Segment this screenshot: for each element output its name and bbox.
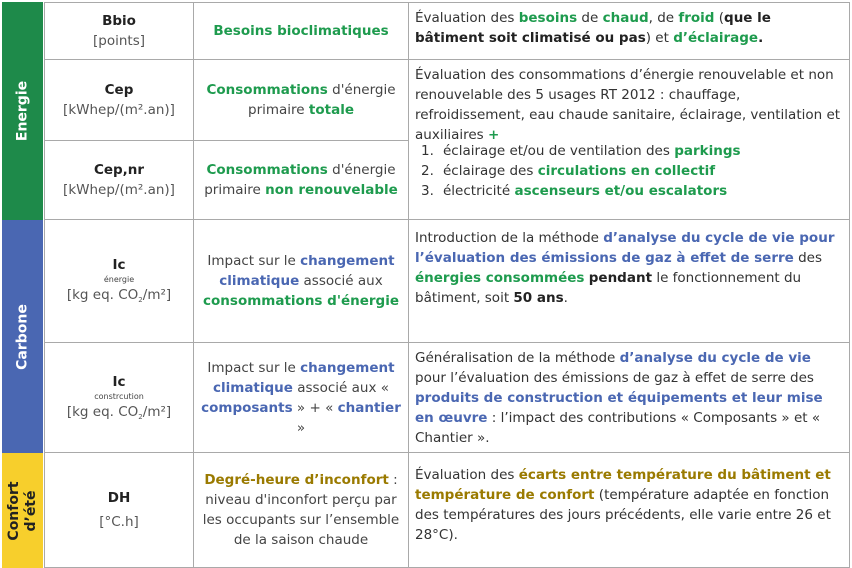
cep-name: Cep — [104, 82, 134, 98]
ic-construction-name: Ic — [112, 373, 126, 390]
ic-energie-indicator-cell — [44, 220, 194, 343]
cep-label: Consommations d'énergie primaire totale — [206, 82, 396, 118]
ic-construction-indicator-cell — [44, 343, 194, 453]
dh-indicator-cell — [44, 453, 194, 568]
list-item: 3. électricité ascenseurs et/ou escalators — [421, 183, 728, 199]
dh-name: DH — [107, 490, 131, 506]
list-item: 1. éclairage et/ou de ventilation des parkings — [421, 143, 741, 159]
cepnr-unit: [kWhep/(m².an)] — [63, 182, 175, 198]
band-energie-label: Energie — [14, 80, 30, 142]
dh-label: Degré-heure d’inconfort : niveau d'inconfort perçu par les occupants sur l’ensemble de la saison chaude — [202, 472, 400, 548]
dh-unit: [°C.h] — [99, 514, 139, 530]
ic-energie-description: Introduction de la méthode d’analyse du cycle de vie pour l’évaluation des émissions de gaz à effet de serre des énergies consommées pendant le fonctionnement du bâtiment, soit 50 ans. — [409, 220, 850, 343]
bbio-description: Évaluation des besoins de chaud, de froid (que le bâtiment soit climatisé ou pas) et d’éclairage. — [409, 2, 850, 60]
ic-construction-unit: [kg eq. $CO_2/m^2$] — [66, 403, 172, 421]
ic-energie-label-cell — [194, 220, 409, 343]
bbio-label-cell — [194, 2, 409, 60]
cepnr-name: Cep,nr — [93, 162, 145, 178]
ic-energie-subscript: énergie — [103, 275, 135, 284]
ic-construction-label: Impact sur le changement climatique associé aux « composants » + « chantier » — [201, 359, 401, 436]
indicator-table — [2, 2, 850, 568]
cep-indicator-cell — [44, 60, 194, 141]
ic-construction-subscript: constrcution — [94, 391, 144, 401]
ic-construction-description: Généralisation de la méthode d’analyse du cycle de vie pour l’évaluation des émissions de gaz à effet de serre des produits de construction et équipements et leur mise en œuvre : l’impact des contributions « Composants » et « Chantier ». — [409, 343, 850, 453]
band-carbone — [2, 220, 44, 453]
cep-unit: [kWhep/(m².an)] — [63, 102, 175, 118]
cep-description: Évaluation des consommations d’énergie renouvelable et non renouvelable des 5 usages RT 2012 : chauffage, refroidissement, eau chaude sanitaire, éclairage, ventilation et auxiliaires + — [409, 60, 850, 141]
ic-energie-label: Impact sur le changement climatique associé aux consommations d'énergie — [203, 253, 399, 309]
band-carbone-label: Carbone — [14, 303, 30, 370]
cep-label-cell — [194, 60, 409, 141]
dh-description: Évaluation des écarts entre température du bâtiment et température de confort (température adaptée en fonction des températures des jours précédents, elle varie entre 26 et 28°C). — [409, 453, 850, 568]
band-confort — [2, 453, 44, 568]
band-energie — [2, 2, 44, 220]
cepnr-label-cell — [194, 141, 409, 220]
dh-label-cell — [194, 453, 409, 568]
cepnr-label: Consommations d'énergie primaire non renouvelable — [204, 162, 398, 198]
band-confort-label: Confort d’été — [5, 480, 39, 541]
cepnr-indicator-cell — [44, 141, 194, 220]
bbio-indicator-cell — [44, 2, 194, 60]
list-item: 2. éclairage des circulations en collectif — [421, 163, 716, 179]
bbio-name: Bbio — [102, 13, 136, 29]
bbio-label: Besoins bioclimatiques — [213, 23, 389, 39]
cepnr-list — [409, 141, 850, 220]
bbio-unit: [points] — [93, 33, 145, 49]
ic-construction-label-cell — [194, 343, 409, 453]
ic-energie-name: Ic — [112, 257, 126, 273]
ic-energie-unit: [kg eq. $CO_2/m^2$] — [66, 287, 172, 304]
